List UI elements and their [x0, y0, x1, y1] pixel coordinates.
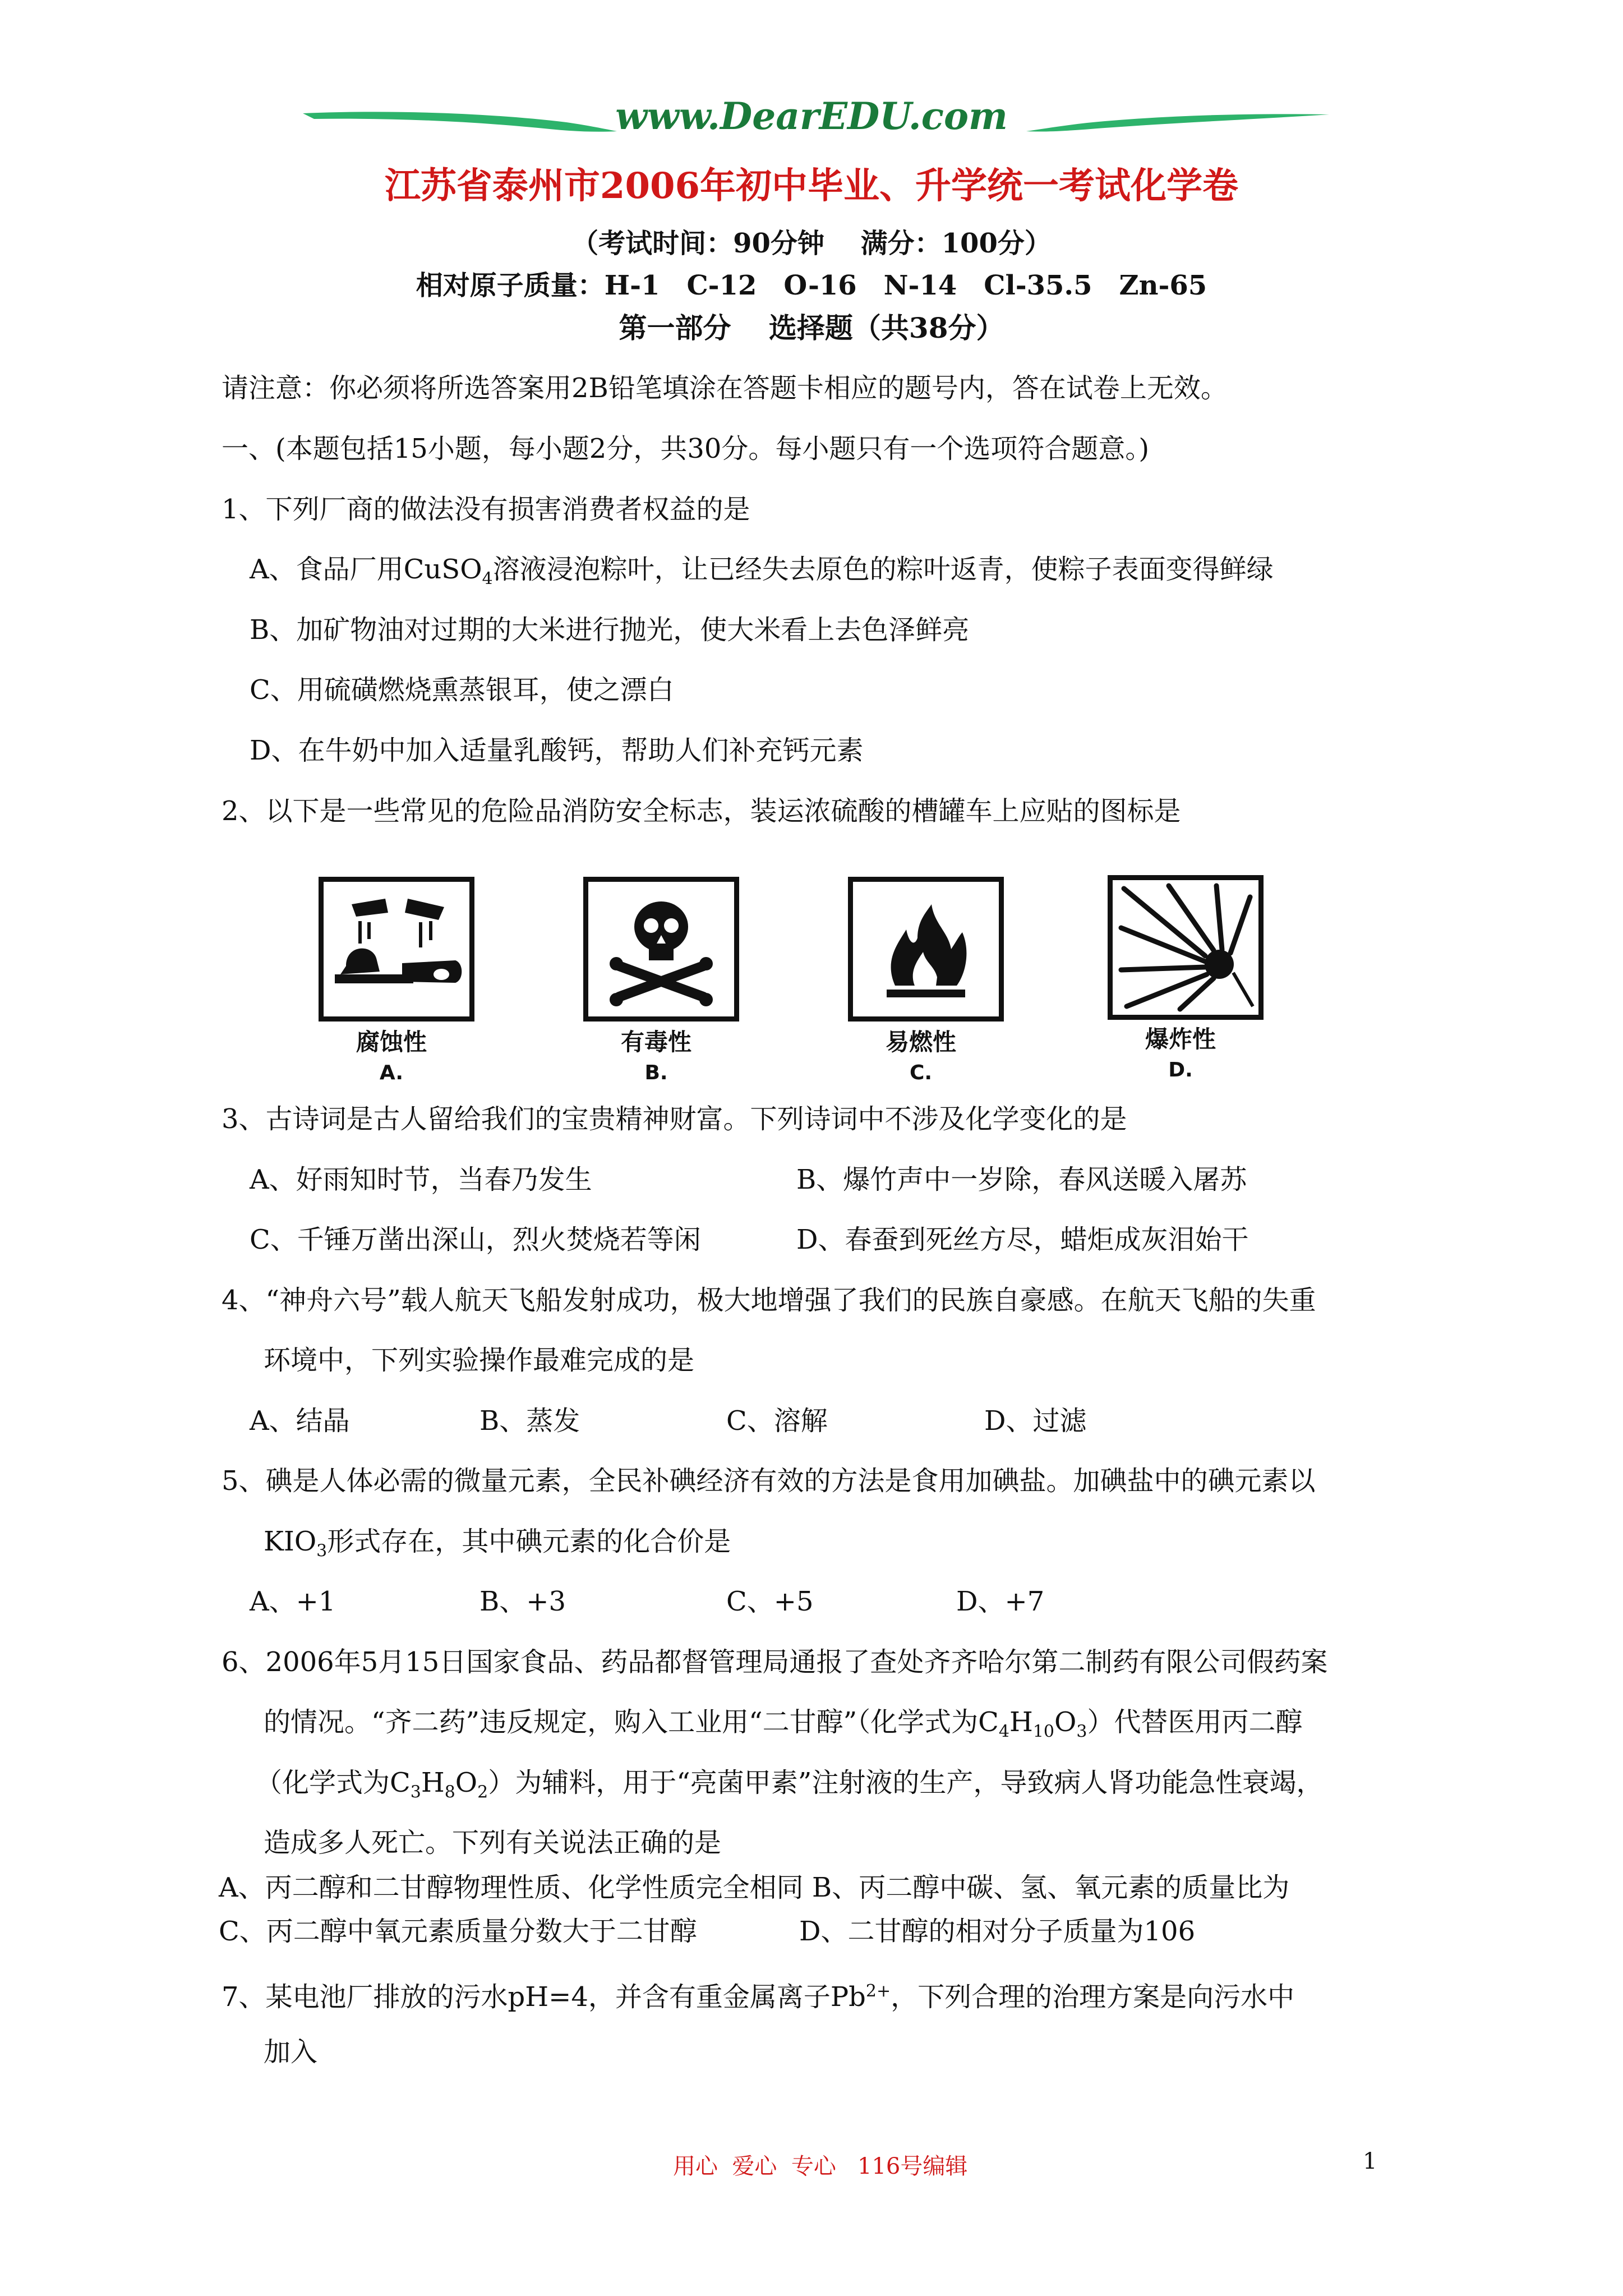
question-4-option-b: B、蒸发 [479, 1405, 580, 1437]
question-1-option-c: C、用硫磺燃烧熏蒸银耳，使之漂白 [250, 674, 674, 706]
question-4-option-d: D、过滤 [984, 1405, 1087, 1437]
question-1-option-d: D、在牛奶中加入适量乳酸钙，帮助人们补充钙元素 [250, 735, 864, 766]
corrosive-sign [319, 877, 474, 1022]
exam-info: （考试时间：90分钟 满分：100分） [571, 228, 1052, 259]
question-4-stem-line2: 环境中，下列实验操作最难完成的是 [264, 1345, 695, 1376]
question-5-stem-line2: $KIO_3$形式存在，其中碘元素的化合价是 [264, 1526, 731, 1561]
explosive-sign [1108, 875, 1264, 1020]
question-6-stem-line4: 造成多人死亡。下列有关说法正确的是 [264, 1827, 722, 1858]
question-5-option-b: B、+3 [479, 1586, 566, 1617]
question-6-option-c: C、丙二醇中氧元素质量分数大于二甘醇 [219, 1916, 697, 1947]
page-title: 江苏省泰州市2006年初中毕业、升学统一考试化学卷 [384, 165, 1239, 207]
question-5-option-c: C、+5 [726, 1586, 814, 1617]
question-6-stem-line2: 的情况。“齐二药”违反规定，购入工业用“二甘醇”（化学式为$C_4H_{10}O_3$）代替医用丙二醇 [264, 1706, 1303, 1742]
question-3-option-b: B、爆竹声中一岁除，春风送暖入屠苏 [796, 1164, 1247, 1195]
question-4-option-a: A、结晶 [250, 1405, 350, 1437]
question-7-stem-line2: 加入 [264, 2036, 318, 2068]
toxic-sign [583, 877, 739, 1022]
question-5-option-a: A、+1 [250, 1586, 336, 1617]
question-3-option-a: A、好雨知时节，当春乃发生 [250, 1164, 592, 1195]
question-5-option-d: D、+7 [956, 1586, 1045, 1617]
question-6-options-ab: A、丙二醇和二甘醇物理性质、化学性质完全相同 B、丙二醇中碳、氢、氧元素的质量比为 [219, 1872, 1290, 1903]
flammable-sign [848, 877, 1004, 1022]
section-heading: 一、(本题包括15小题，每小题2分，共30分。每小题只有一个选项符合题意。) [222, 433, 1150, 464]
explosion-icon [1113, 880, 1258, 1015]
site-logo: www.DearEDU.com [615, 94, 1008, 138]
footer-text: 用心 爱心 专心 116号编辑 [673, 2154, 968, 2179]
question-6-stem-line3: （化学式为$C_3H_8O_2$）为辅料，用于“亮菌甲素”注射液的生产，导致病人肾功能急性衰竭， [255, 1767, 1324, 1802]
page-number: 1 [1363, 2148, 1377, 2174]
sign-label-c: 易燃性 C. [885, 1028, 956, 1084]
sign-label-b: 有毒性 B. [620, 1028, 691, 1084]
question-1-stem: 1、下列厂商的做法没有损害消费者权益的是 [222, 494, 750, 525]
question-3-stem: 3、古诗词是古人留给我们的宝贵精神财富。下列诗词中不涉及化学变化的是 [222, 1103, 1127, 1135]
part-title: 第一部分 选择题（共38分） [619, 311, 1004, 344]
question-7-stem-line1: 7、某电池厂排放的污水pH=4，并含有重金属离子$Pb^{2+}$，下列合理的治理方案是向污水中 [222, 1981, 1295, 2013]
question-6-stem-line1: 6、2006年5月15日国家食品、药品都督管理局通报了查处齐齐哈尔第二制药有限公司假药案 [222, 1646, 1328, 1678]
skull-crossbones-icon [588, 882, 734, 1016]
question-1-option-b: B、加矿物油对过期的大米进行抛光，使大米看上去色泽鲜亮 [250, 614, 970, 646]
notice: 请注意：你必须将所选答案用2B铅笔填涂在答题卡相应的题号内，答在试卷上无效。 [222, 372, 1228, 404]
question-4-option-c: C、溶解 [726, 1405, 828, 1437]
question-4-stem-line1: 4、“神舟六号”载人航天飞船发射成功，极大地增强了我们的民族自豪感。在航天飞船的失重 [222, 1285, 1316, 1316]
flame-icon [853, 882, 999, 1016]
corrosive-icon [324, 882, 469, 1016]
sign-label-a: 腐蚀性 A. [356, 1028, 427, 1084]
question-3-option-c: C、千锤万凿出深山，烈火焚烧若等闲 [250, 1224, 701, 1255]
question-2-stem: 2、以下是一些常见的危险品消防安全标志，装运浓硫酸的槽罐车上应贴的图标是 [222, 795, 1181, 827]
atomic-masses: 相对原子质量：H-1 C-12 O-16 N-14 Cl-35.5 Zn-65 [416, 270, 1207, 301]
question-6-option-d: D、二甘醇的相对分子质量为106 [799, 1916, 1196, 1947]
question-3-option-d: D、春蚕到死丝方尽，蜡炬成灰泪始干 [796, 1224, 1249, 1255]
question-5-stem-line1: 5、碘是人体必需的微量元素，全民补碘经济有效的方法是食用加碘盐。加碘盐中的碘元素以 [222, 1465, 1316, 1497]
sign-label-d: 爆炸性 D. [1145, 1025, 1216, 1082]
question-1-option-a: A、食品厂用CuSO$_4$溶液浸泡粽叶，让已经失去原色的粽叶返青，使粽子表面变得鲜绿 [250, 554, 1274, 589]
